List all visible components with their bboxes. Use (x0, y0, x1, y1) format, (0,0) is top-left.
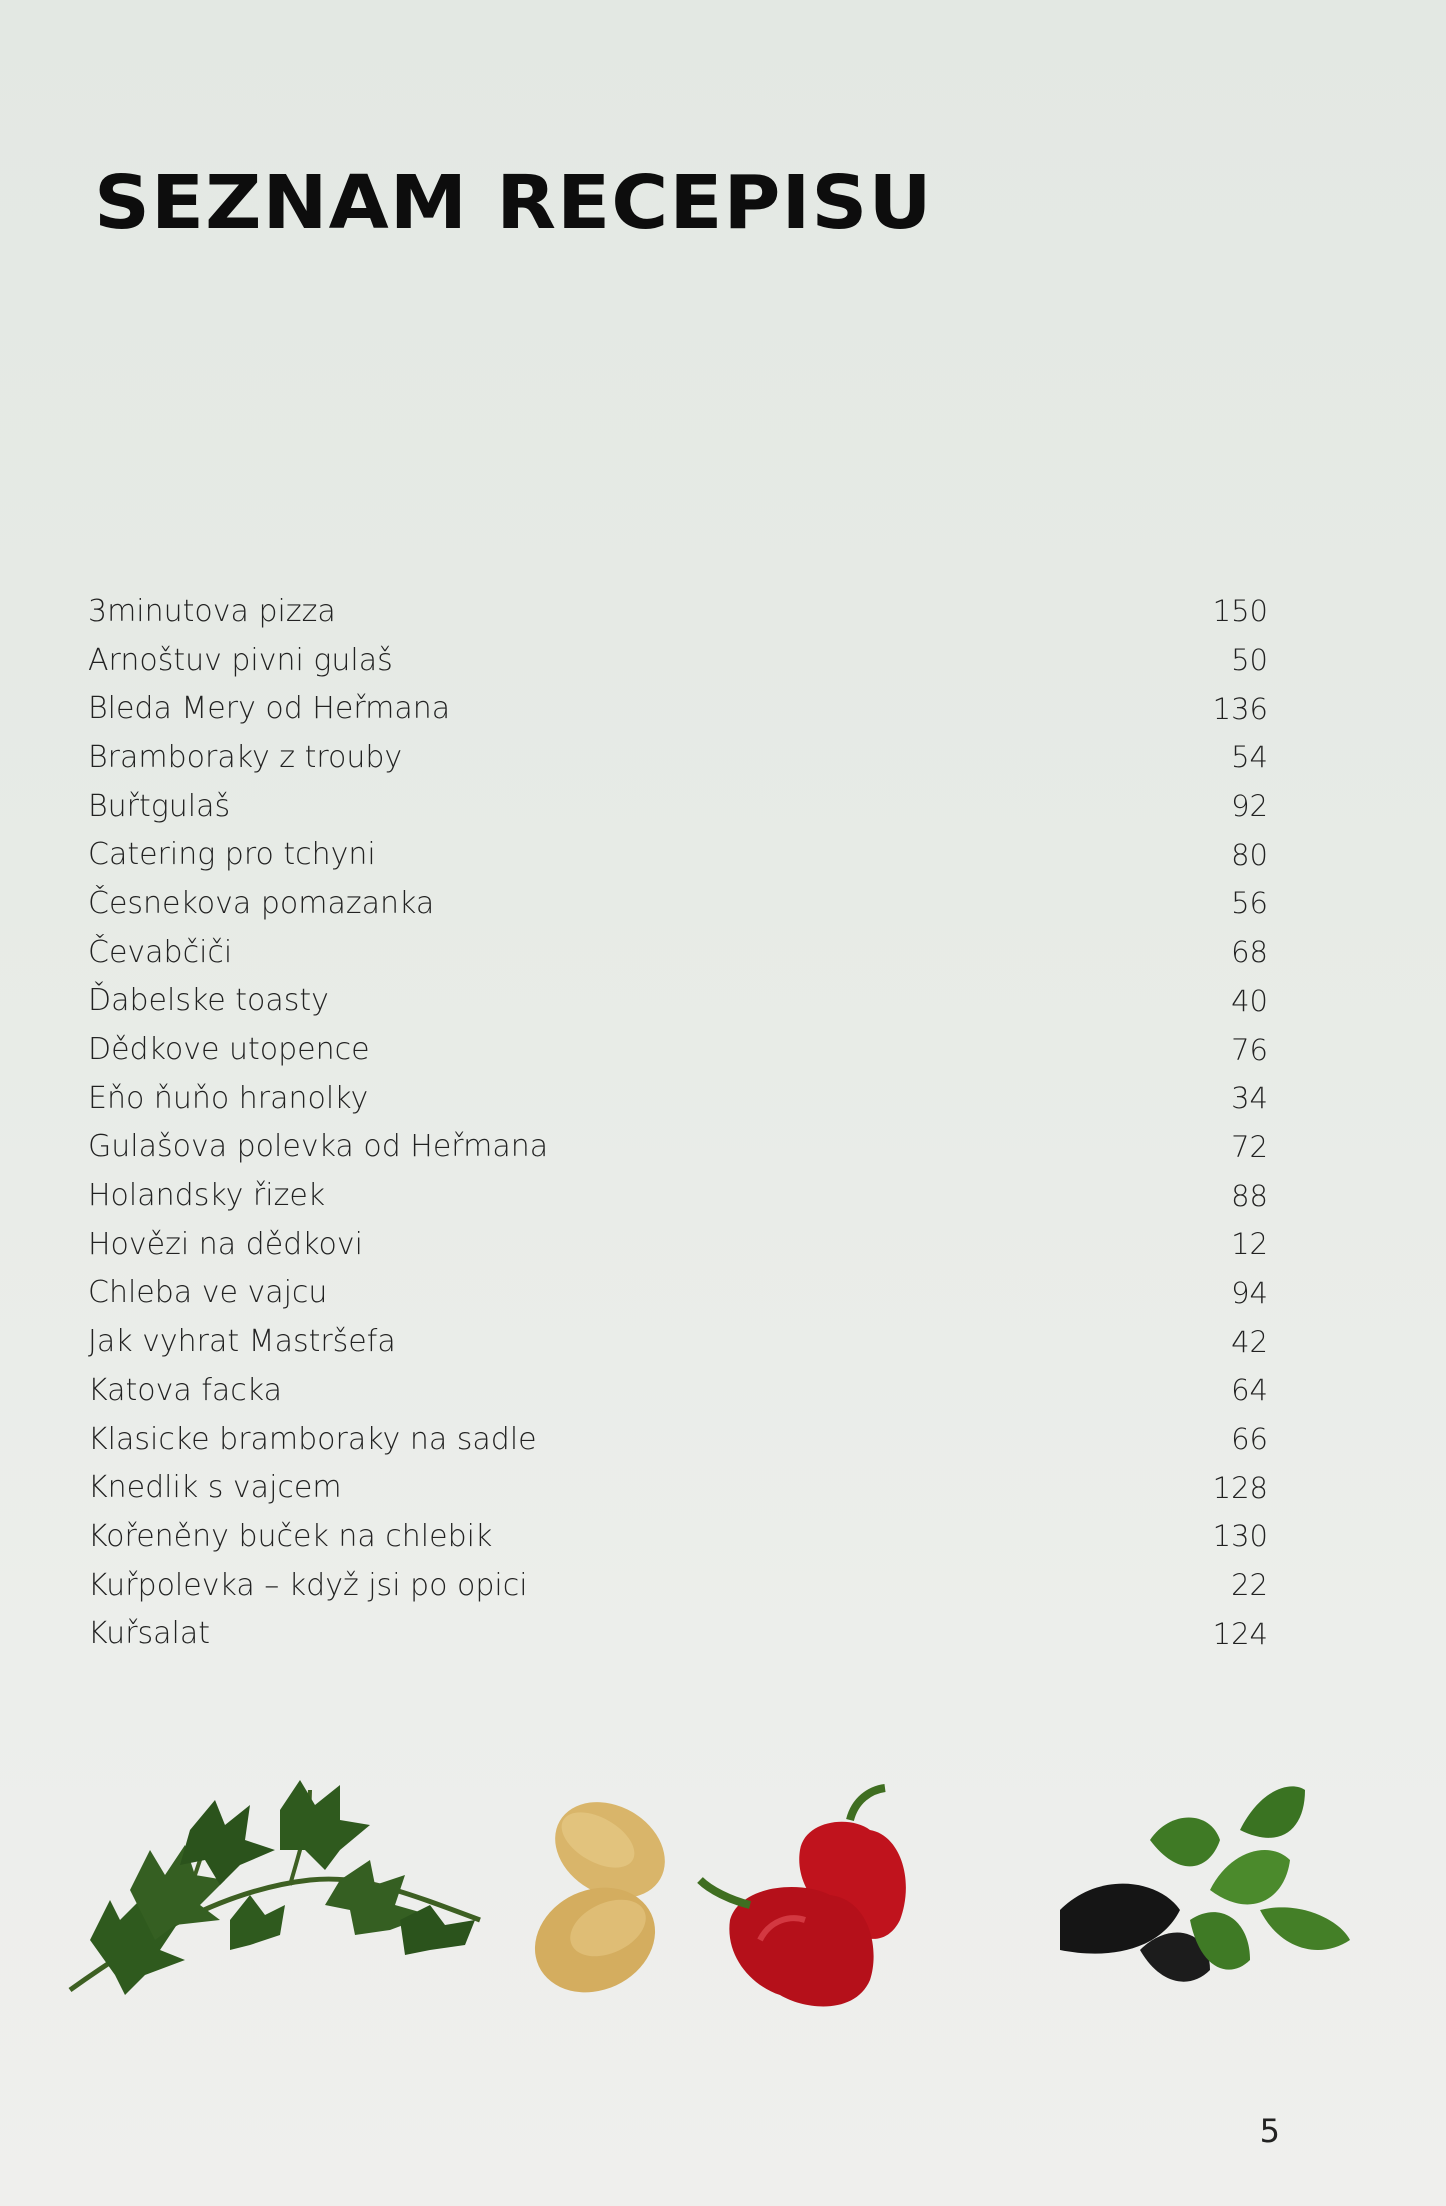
recipe-page: 130 (1212, 1519, 1268, 1554)
recipe-list (88, 587, 1268, 1658)
potatoes-icon (518, 1783, 683, 2012)
recipe-name: Kořeněny buček na chlebik (88, 1518, 493, 1554)
recipe-name: Buřtgulaš (88, 788, 231, 824)
recipe-name: Gulašova polevka od Heřmana (88, 1129, 549, 1165)
list-item (88, 1269, 1268, 1318)
list-item (88, 1171, 1268, 1220)
recipe-page: 34 (1231, 1081, 1268, 1116)
list-item (88, 1415, 1268, 1464)
list-item (88, 1123, 1268, 1172)
recipe-name: Knedlik s vajcem (88, 1470, 342, 1506)
recipe-page: 56 (1231, 886, 1268, 921)
list-item (88, 587, 1268, 636)
recipe-page: 94 (1231, 1275, 1268, 1310)
list-item (88, 636, 1268, 685)
recipe-page: 150 (1212, 594, 1268, 629)
parsley-icon (70, 1780, 480, 1995)
recipe-name: Kuřsalat (88, 1616, 211, 1652)
recipe-page: 40 (1231, 983, 1268, 1018)
recipe-page: 42 (1231, 1324, 1268, 1359)
recipe-page: 50 (1231, 643, 1268, 678)
recipe-page: 88 (1231, 1178, 1268, 1213)
recipe-name: Holandsky řizek (88, 1178, 326, 1214)
list-item (88, 1512, 1268, 1561)
recipe-page: 12 (1231, 1227, 1268, 1262)
red-peppers-icon (700, 1788, 906, 2006)
recipe-name: Čevabčiči (88, 934, 233, 970)
recipe-name: Jak vyhrat Mastršefa (88, 1324, 396, 1360)
recipe-page: 136 (1212, 691, 1268, 726)
list-item (88, 1220, 1268, 1269)
recipe-page: 76 (1231, 1032, 1268, 1067)
recipe-name: Ďabelske toasty (88, 983, 329, 1019)
recipe-name: Klasicke bramboraky na sadle (88, 1421, 537, 1457)
list-item (88, 1609, 1268, 1658)
recipe-page: 124 (1212, 1616, 1268, 1651)
recipe-page: 92 (1231, 789, 1268, 824)
list-item (88, 928, 1268, 977)
recipe-page: 128 (1212, 1470, 1268, 1505)
basil-icon (1060, 1786, 1350, 1981)
recipe-name: Catering pro tchyni (88, 837, 376, 873)
recipe-name: Dědkove utopence (88, 1032, 370, 1068)
list-item (88, 782, 1268, 831)
list-item (88, 1463, 1268, 1512)
recipe-page: 72 (1231, 1129, 1268, 1164)
recipe-name: Arnoštuv pivni gulaš (88, 642, 393, 678)
recipe-name: Eňo ňuňo hranolky (88, 1080, 369, 1116)
list-item (88, 1025, 1268, 1074)
recipe-name: Česnekova pomazanka (88, 885, 435, 921)
recipe-name: Hovězi na dědkovi (88, 1226, 363, 1262)
recipe-page: 80 (1231, 837, 1268, 872)
recipe-page: 54 (1231, 740, 1268, 775)
vegetable-decoration (60, 1770, 1380, 2030)
list-item (88, 1317, 1268, 1366)
list-item (88, 1561, 1268, 1610)
recipe-name: Katova facka (88, 1372, 282, 1408)
list-item (88, 879, 1268, 928)
recipe-page: 22 (1231, 1568, 1268, 1603)
list-item (88, 733, 1268, 782)
page-title: SEZNAM RECEPISU (94, 160, 933, 246)
list-item (88, 1366, 1268, 1415)
list-item (88, 977, 1268, 1026)
list-item (88, 830, 1268, 879)
recipe-page: 64 (1231, 1373, 1268, 1408)
recipe-page: 66 (1231, 1422, 1268, 1457)
list-item (88, 1074, 1268, 1123)
recipe-page: 68 (1231, 935, 1268, 970)
recipe-name: Chleba ve vajcu (88, 1275, 328, 1311)
recipe-name: Bleda Mery od Heřmana (88, 691, 451, 727)
list-item (88, 684, 1268, 733)
recipe-name: 3minutova pizza (88, 593, 336, 629)
recipe-name: Kuřpolevka – když jsi po opici (88, 1567, 528, 1603)
page-number: 5 (1259, 2112, 1280, 2150)
recipe-name: Bramboraky z trouby (88, 739, 403, 775)
